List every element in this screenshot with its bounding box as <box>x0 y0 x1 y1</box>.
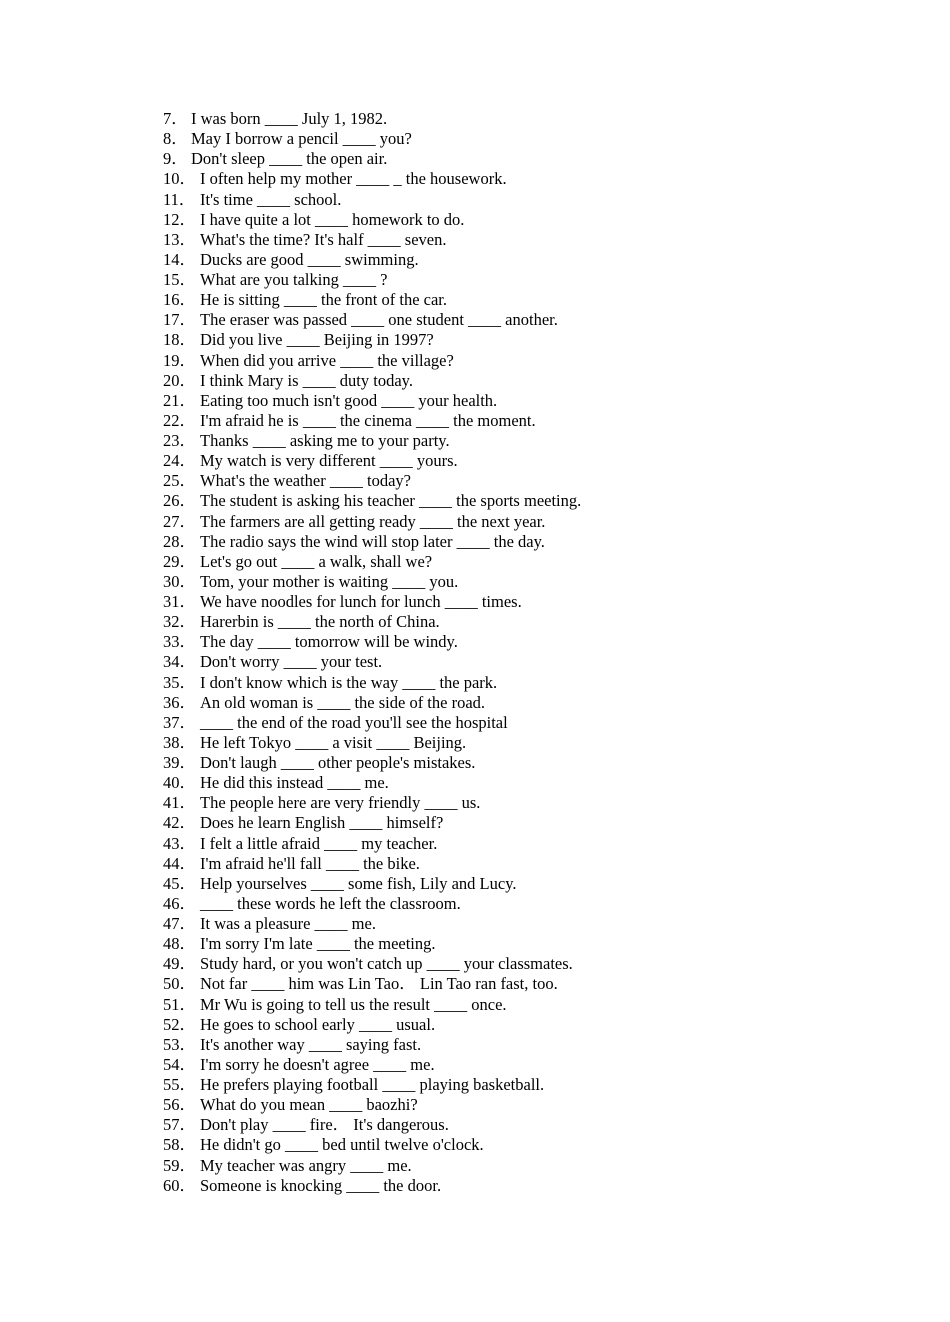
question-number: 22． <box>163 410 196 430</box>
question-text: What do you mean ____ baozhi? <box>200 1095 418 1115</box>
question-number: 38． <box>163 732 196 752</box>
question-text: My teacher was angry ____ me. <box>200 1155 412 1175</box>
question-number: 42． <box>163 813 196 833</box>
question-item <box>163 914 863 934</box>
question-item <box>163 1035 863 1055</box>
question-text: An old woman is ____ the side of the road. <box>200 692 486 712</box>
question-text: Eating too much isn't good ____ your health. <box>200 390 498 410</box>
question-item <box>163 552 863 572</box>
question-number: 10． <box>163 169 196 189</box>
question-text: I'm afraid he is ____ the cinema ____ the moment. <box>200 410 536 430</box>
question-text: Thanks ____ asking me to your party. <box>200 431 450 450</box>
question-number: 12． <box>163 209 196 229</box>
question-text: I'm afraid he'll fall ____ the bike. <box>200 853 420 873</box>
question-number: 13． <box>163 229 196 249</box>
question-number: 49． <box>163 954 196 974</box>
question-item <box>163 210 863 230</box>
question-item <box>163 250 863 270</box>
question-number: 32． <box>163 612 196 632</box>
question-text: Mr Wu is going to tell us the result ____ once. <box>200 994 507 1014</box>
question-item <box>163 431 863 451</box>
question-text: Don't play ____ fire． It's dangerous. <box>200 1115 449 1135</box>
question-text: I felt a little afraid ____ my teacher. <box>200 833 438 853</box>
question-number: 51． <box>163 994 196 1014</box>
question-item <box>163 310 863 330</box>
question-text: What's the weather ____ today? <box>200 471 411 491</box>
question-text: He is sitting ____ the front of the car. <box>200 290 447 310</box>
question-item <box>163 874 863 894</box>
question-item <box>163 169 863 189</box>
question-number: 50． <box>163 974 196 994</box>
question-text: I'm sorry he doesn't agree ____ me. <box>200 1054 435 1074</box>
question-item <box>163 652 863 672</box>
question-number: 17． <box>163 310 196 330</box>
question-text: When did you arrive ____ the village? <box>200 350 454 370</box>
question-item <box>163 813 863 833</box>
question-item <box>163 693 863 713</box>
question-text: He goes to school early ____ usual. <box>200 1014 436 1034</box>
question-number: 48． <box>163 934 196 954</box>
question-text: Don't worry ____ your test. <box>200 652 383 672</box>
question-item <box>163 592 863 612</box>
question-number: 56． <box>163 1095 196 1115</box>
question-number: 52． <box>163 1014 196 1034</box>
question-item <box>163 1055 863 1075</box>
question-item <box>163 733 863 753</box>
question-number: 21． <box>163 390 196 410</box>
question-number: 45． <box>163 873 196 893</box>
question-number: 47． <box>163 914 196 933</box>
question-number: 34． <box>163 652 196 672</box>
question-item <box>163 632 863 652</box>
question-list <box>163 109 863 1196</box>
question-item <box>163 109 863 129</box>
question-text: Not far ____ him was Lin Tao． Lin Tao ran fast, too. <box>200 974 558 994</box>
question-number: 41． <box>163 793 196 813</box>
question-text: Ducks are good ____ swimming. <box>200 249 419 269</box>
question-item <box>163 270 863 290</box>
question-number: 18． <box>163 330 196 350</box>
question-number: 29． <box>163 551 196 571</box>
question-text: The radio says the wind will stop later ____ the day. <box>200 531 545 551</box>
question-text: Study hard, or you won't catch up ____ your classmates. <box>200 954 573 974</box>
question-text: He prefers playing football ____ playing basketball. <box>200 1075 545 1094</box>
question-text: I think Mary is ____ duty today. <box>200 370 413 390</box>
question-item <box>163 1095 863 1115</box>
question-number: 30． <box>163 571 196 591</box>
question-number: 59． <box>163 1155 196 1175</box>
question-item <box>163 1176 863 1196</box>
question-text: I have quite a lot ____ homework to do. <box>200 209 465 229</box>
question-number: 24． <box>163 451 196 471</box>
question-text: He did this instead ____ me. <box>200 773 389 793</box>
question-number: 7． <box>163 109 188 128</box>
question-item <box>163 330 863 350</box>
question-number: 39． <box>163 753 196 772</box>
question-number: 36． <box>163 692 196 712</box>
question-text: The eraser was passed ____ one student ____ another. <box>200 310 558 330</box>
question-item <box>163 451 863 471</box>
question-number: 60． <box>163 1175 196 1195</box>
question-text: I often help my mother ____ _ the housework. <box>200 169 507 189</box>
question-item <box>163 351 863 371</box>
question-item <box>163 894 863 914</box>
question-number: 23． <box>163 431 196 450</box>
question-text: I don't know which is the way ____ the park. <box>200 672 498 692</box>
question-item <box>163 753 863 773</box>
question-item <box>163 512 863 532</box>
question-number: 46． <box>163 893 196 913</box>
question-number: 55． <box>163 1075 196 1094</box>
question-item <box>163 1075 863 1095</box>
question-text: My watch is very different ____ yours. <box>200 451 458 471</box>
question-text: Does he learn English ____ himself? <box>200 813 444 833</box>
question-item <box>163 572 863 592</box>
question-item <box>163 491 863 511</box>
question-item <box>163 391 863 411</box>
question-text: He left Tokyo ____ a visit ____ Beijing. <box>200 732 467 752</box>
question-number: 33． <box>163 632 196 652</box>
question-number: 43． <box>163 833 196 853</box>
question-item <box>163 371 863 391</box>
question-item <box>163 834 863 854</box>
question-item <box>163 1015 863 1035</box>
question-text: The day ____ tomorrow will be windy. <box>200 632 458 652</box>
question-number: 20． <box>163 370 196 390</box>
question-item <box>163 1135 863 1155</box>
question-number: 54． <box>163 1054 196 1074</box>
question-number: 25． <box>163 471 196 491</box>
question-item <box>163 995 863 1015</box>
question-text: I was born ____ July 1, 1982. <box>191 109 388 128</box>
question-item <box>163 773 863 793</box>
question-item <box>163 230 863 250</box>
question-text: It was a pleasure ____ me. <box>200 914 376 933</box>
question-text: The farmers are all getting ready ____ the next year. <box>200 511 546 531</box>
question-text: We have noodles for lunch for lunch ____ times. <box>200 592 522 611</box>
question-text: It's time ____ school. <box>200 189 342 209</box>
question-text: Don't sleep ____ the open air. <box>191 149 388 169</box>
question-text: Help yourselves ____ some fish, Lily and Lucy. <box>200 873 517 893</box>
question-text: Don't laugh ____ other people's mistakes. <box>200 753 476 772</box>
question-item <box>163 854 863 874</box>
question-item <box>163 411 863 431</box>
question-text: ____ the end of the road you'll see the hospital <box>200 712 508 732</box>
question-number: 44． <box>163 853 196 873</box>
question-number: 53． <box>163 1034 196 1054</box>
question-text: What are you talking ____ ? <box>200 270 388 289</box>
question-number: 19． <box>163 350 196 370</box>
question-item <box>163 612 863 632</box>
question-item <box>163 673 863 693</box>
question-item <box>163 532 863 552</box>
question-text: The people here are very friendly ____ us. <box>200 793 481 813</box>
question-item <box>163 1115 863 1135</box>
question-number: 11． <box>163 189 196 209</box>
question-item <box>163 934 863 954</box>
question-text: Did you live ____ Beijing in 1997? <box>200 330 434 350</box>
question-number: 37． <box>163 712 196 732</box>
question-text: Someone is knocking ____ the door. <box>200 1175 442 1195</box>
question-number: 16． <box>163 290 196 310</box>
question-item <box>163 974 863 994</box>
question-item <box>163 129 863 149</box>
question-item <box>163 713 863 733</box>
question-text: Let's go out ____ a walk, shall we? <box>200 551 433 571</box>
question-number: 8． <box>163 129 188 149</box>
question-text: I'm sorry I'm late ____ the meeting. <box>200 934 436 954</box>
question-number: 35． <box>163 672 196 692</box>
question-number: 9． <box>163 149 188 169</box>
question-text: May I borrow a pencil ____ you? <box>191 129 412 149</box>
question-number: 14． <box>163 249 196 269</box>
question-number: 28． <box>163 531 196 551</box>
question-item <box>163 471 863 491</box>
question-number: 27． <box>163 511 196 531</box>
question-number: 31． <box>163 592 196 611</box>
question-item <box>163 1156 863 1176</box>
question-text: It's another way ____ saying fast. <box>200 1034 422 1054</box>
question-number: 58． <box>163 1135 196 1155</box>
question-text: The student is asking his teacher ____ the sports meeting. <box>200 491 582 511</box>
question-text: Harerbin is ____ the north of China. <box>200 612 440 632</box>
question-item <box>163 149 863 169</box>
question-text: ____ these words he left the classroom. <box>200 893 461 913</box>
question-number: 26． <box>163 491 196 511</box>
question-item <box>163 793 863 813</box>
question-number: 40． <box>163 773 196 793</box>
question-text: Tom, your mother is waiting ____ you. <box>200 571 459 591</box>
question-item <box>163 954 863 974</box>
question-text: He didn't go ____ bed until twelve o'clock. <box>200 1135 484 1155</box>
question-number: 57． <box>163 1115 196 1135</box>
question-item <box>163 190 863 210</box>
question-text: What's the time? It's half ____ seven. <box>200 229 447 249</box>
question-item <box>163 290 863 310</box>
question-number: 15． <box>163 270 196 289</box>
